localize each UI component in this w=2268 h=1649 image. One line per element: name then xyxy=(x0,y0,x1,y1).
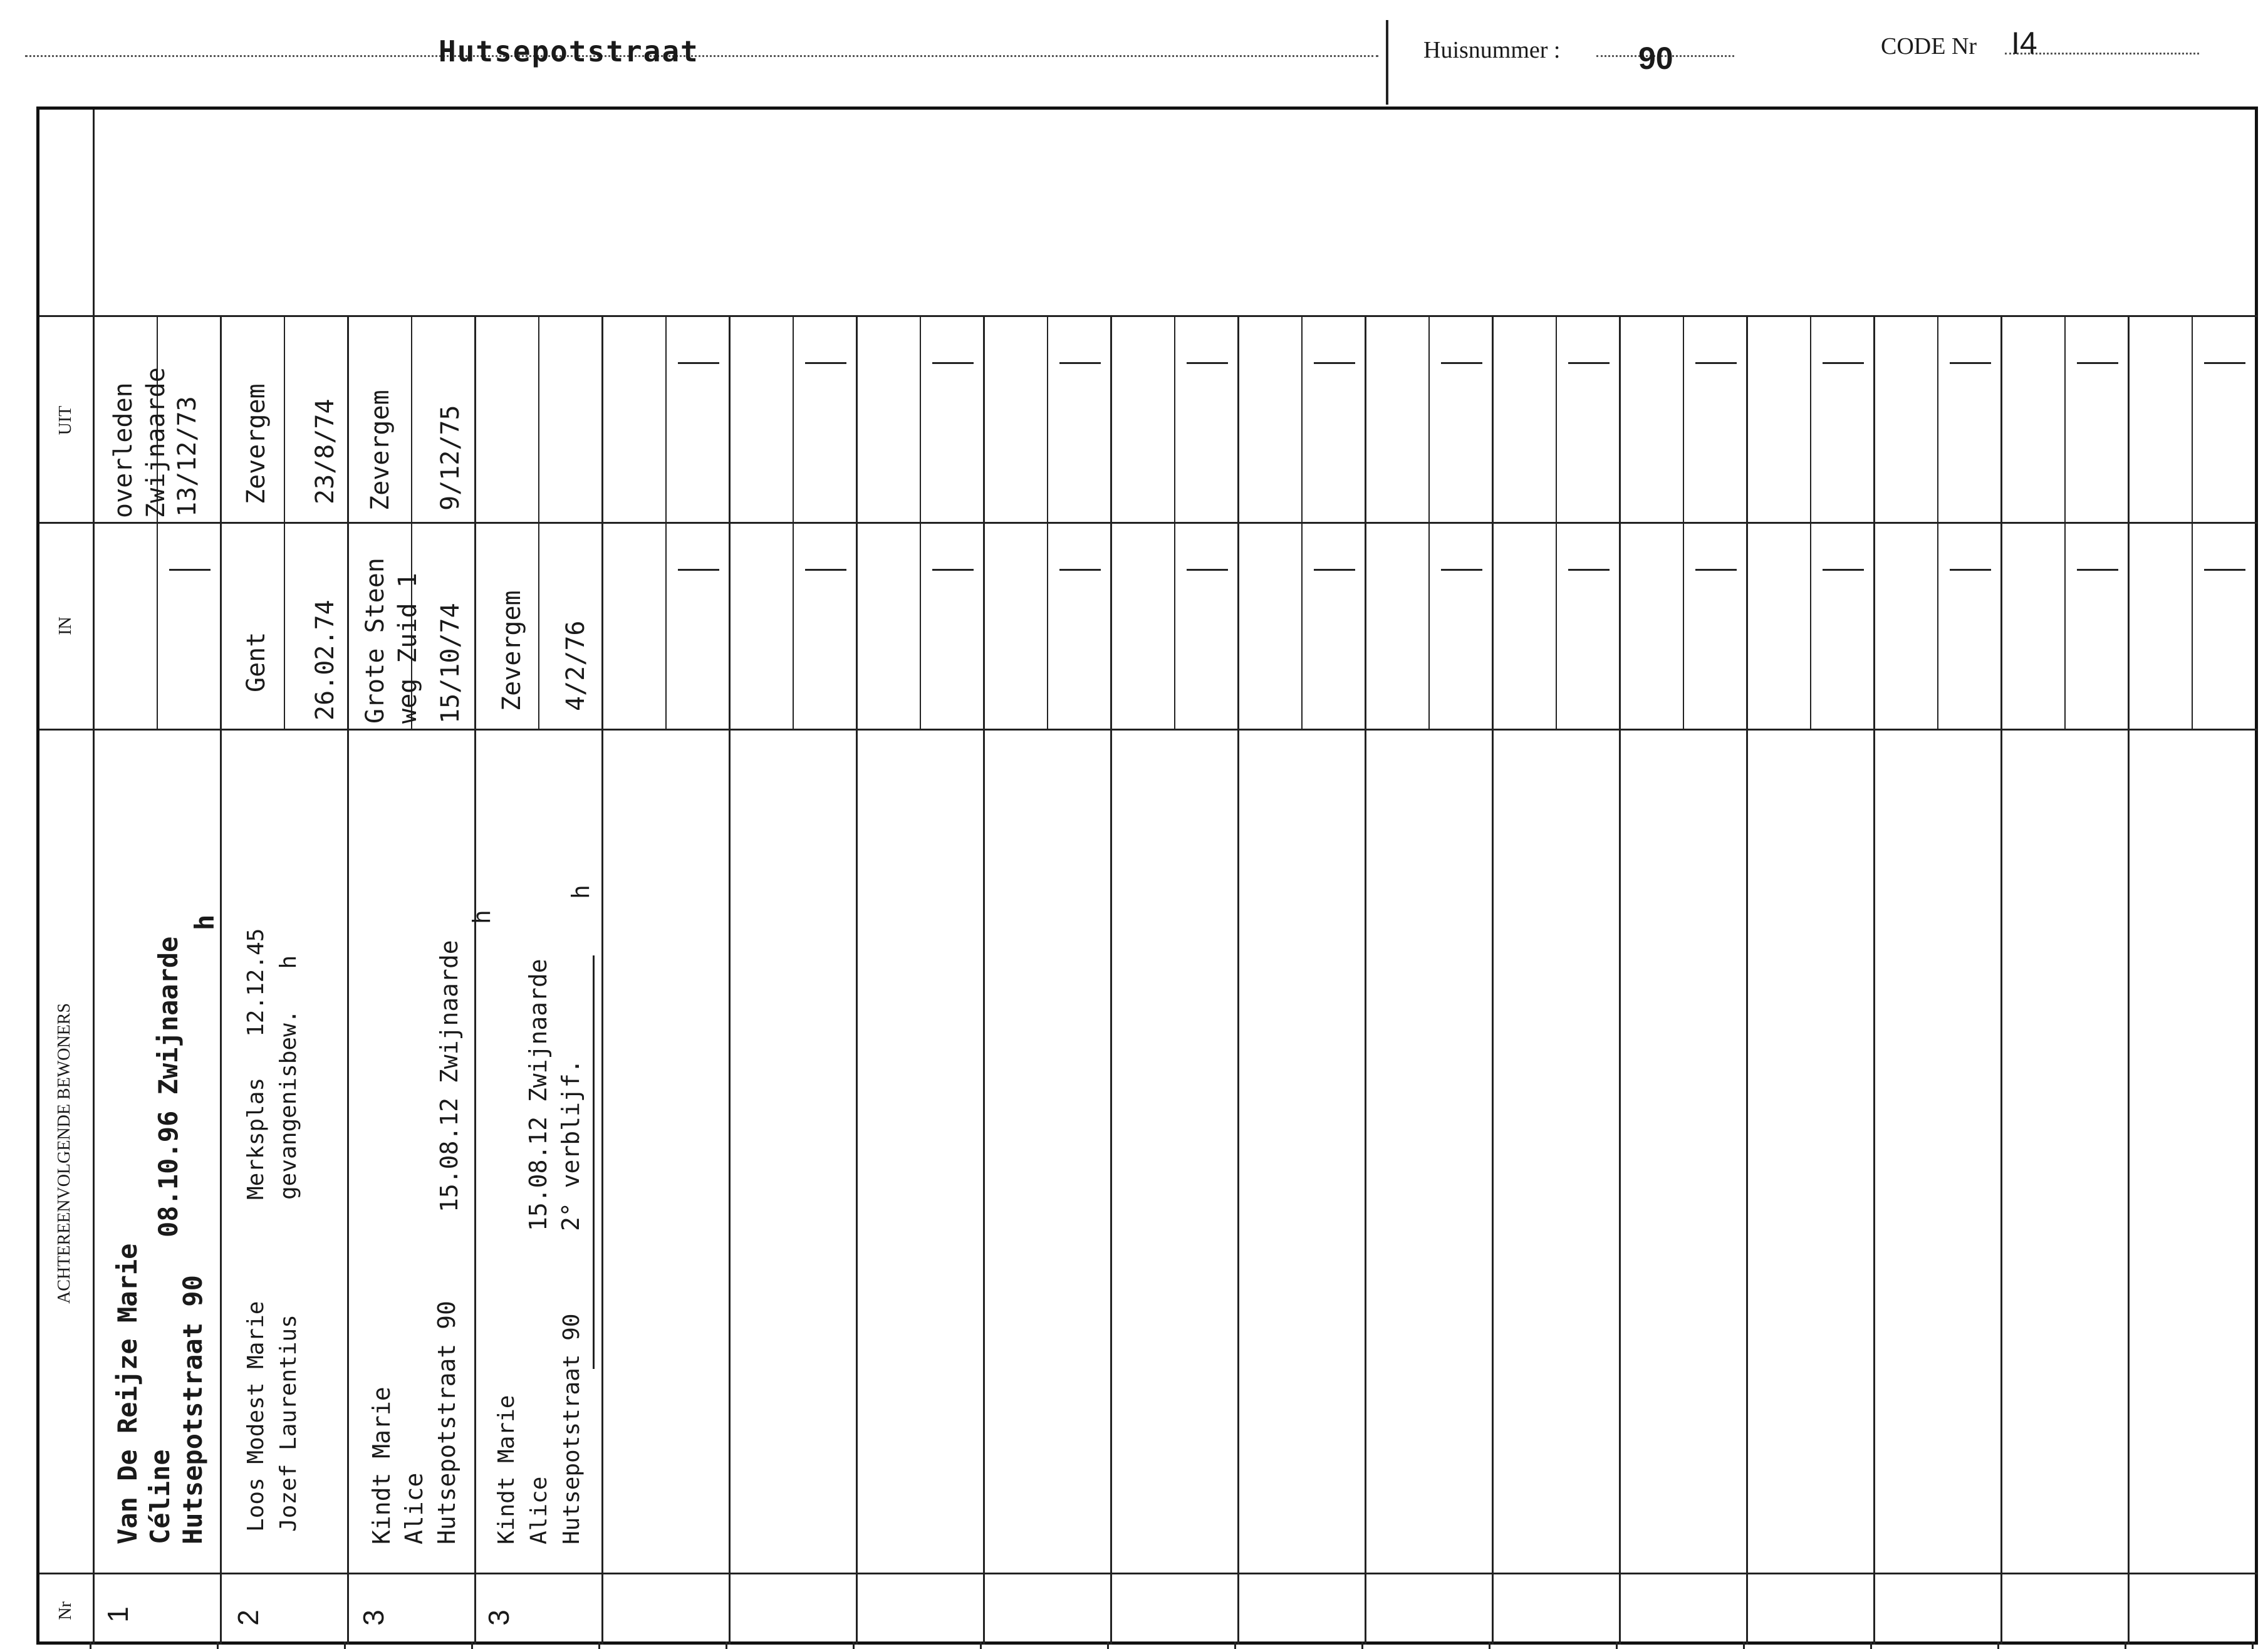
row3-mark: h xyxy=(468,910,496,924)
column-divider xyxy=(347,315,349,1645)
row4-nr: 3 xyxy=(482,1610,515,1626)
empty-dash xyxy=(1314,569,1355,571)
bottom-tick xyxy=(90,1641,91,1649)
sub-column-divider xyxy=(1810,522,1811,729)
huisnummer-value: 90 xyxy=(1638,41,1673,76)
sub-column-divider xyxy=(920,315,921,522)
sub-column-divider xyxy=(1301,315,1303,522)
row2-name: Loos Modest Marie Jozef Laurentius xyxy=(243,1301,301,1532)
empty-dash xyxy=(2077,569,2118,571)
bottom-tick xyxy=(1234,1641,1236,1649)
bottom-tick xyxy=(980,1641,982,1649)
row2-in-date: 26.02.74 xyxy=(311,600,340,720)
empty-dash xyxy=(678,569,719,571)
column-divider xyxy=(729,315,731,1645)
row3-uit-date: 9/12/75 xyxy=(436,405,465,511)
sub-column-divider xyxy=(1937,315,1938,522)
column-divider xyxy=(2128,315,2130,1645)
row4-mark: h xyxy=(567,885,595,899)
sub-column-divider xyxy=(1428,522,1430,729)
column-divider xyxy=(1237,315,1239,1645)
empty-dash xyxy=(805,362,846,364)
label-nr: Nr xyxy=(56,1601,75,1620)
sub-column-divider xyxy=(1810,315,1811,522)
empty-dash xyxy=(1187,362,1228,364)
sub-column-divider xyxy=(793,315,794,522)
bottom-tick xyxy=(471,1641,473,1649)
column-divider xyxy=(1873,315,1875,1645)
row1-uit-date: 13/12/73 xyxy=(173,396,202,517)
sub-column-divider xyxy=(411,315,412,522)
sub-column-divider xyxy=(1683,522,1684,729)
column-divider xyxy=(856,315,858,1645)
sub-column-divider xyxy=(793,522,794,729)
sub-column-divider xyxy=(157,522,158,729)
bottom-tick xyxy=(1616,1641,1618,1649)
empty-dash xyxy=(1695,362,1737,364)
empty-dash xyxy=(1059,362,1101,364)
empty-dash xyxy=(1568,362,1610,364)
form-header xyxy=(0,0,2268,107)
row1-mark: h xyxy=(189,914,220,930)
empty-dash xyxy=(1059,569,1101,571)
column-divider xyxy=(601,315,603,1645)
sub-column-divider xyxy=(2064,522,2066,729)
empty-dash xyxy=(932,569,974,571)
empty-dash xyxy=(2204,569,2245,571)
sub-column-divider xyxy=(284,522,285,729)
bottom-tick xyxy=(1361,1641,1363,1649)
label-uit: UIT xyxy=(56,405,75,435)
sub-column-divider xyxy=(284,315,285,522)
empty-dash xyxy=(169,569,211,571)
sub-column-divider xyxy=(665,315,667,522)
code-value: I4 xyxy=(2011,26,2037,61)
bottom-tick xyxy=(598,1641,600,1649)
row4-in-date: 4/2/76 xyxy=(561,620,590,711)
column-divider xyxy=(220,315,222,1645)
row4-in-place: Zevergem xyxy=(497,590,526,711)
label-column-divider xyxy=(93,110,95,1645)
empty-dash xyxy=(1441,362,1482,364)
empty-dash xyxy=(1950,569,1991,571)
empty-dash xyxy=(1568,569,1610,571)
row2-uit-place: Zevergem xyxy=(242,383,271,504)
column-divider xyxy=(1110,315,1112,1645)
column-divider xyxy=(1746,315,1748,1645)
sub-column-divider xyxy=(1301,522,1303,729)
row1-birth: 08.10.96 Zwijnaarde xyxy=(153,936,184,1237)
row3-name: Kindt Marie Alice Hutsepotstraat 90 xyxy=(368,1301,460,1544)
empty-dash xyxy=(932,362,974,364)
column-divider xyxy=(1365,315,1366,1645)
sub-column-divider xyxy=(920,522,921,729)
empty-dash xyxy=(1823,362,1864,364)
empty-dash xyxy=(1314,362,1355,364)
bottom-tick xyxy=(1870,1641,1872,1649)
row2-birth: Merksplas 12.12.45 gevangenisbew. h xyxy=(243,928,301,1200)
sub-column-divider xyxy=(1683,315,1684,522)
row2-uit-date: 23/8/74 xyxy=(311,398,340,504)
section-line-uit-top xyxy=(39,315,2257,317)
sub-column-divider xyxy=(538,522,539,729)
sub-column-divider xyxy=(1556,522,1557,729)
row4-underline xyxy=(593,955,595,1369)
empty-dash xyxy=(2077,362,2118,364)
row3-birth: 15.08.12 Zwijnaarde xyxy=(435,940,463,1212)
sub-column-divider xyxy=(1428,315,1430,522)
row3-uit-place: Zevergem xyxy=(366,390,395,511)
street-name: Hutsepotstraat xyxy=(439,34,699,68)
empty-dash xyxy=(1187,569,1228,571)
column-divider xyxy=(474,315,476,1645)
column-divider xyxy=(2000,315,2002,1645)
sub-column-divider xyxy=(2192,522,2193,729)
empty-dash xyxy=(1441,569,1482,571)
column-divider xyxy=(1619,315,1621,1645)
bottom-tick xyxy=(2252,1641,2254,1649)
row4-birth: 15.08.12 Zwijnaarde 2° verblijf. xyxy=(524,959,585,1231)
sub-column-divider xyxy=(1174,522,1175,729)
section-line-bewoners-top xyxy=(39,729,2257,731)
register-form xyxy=(36,107,2258,1645)
sub-column-divider xyxy=(538,315,539,522)
bottom-tick xyxy=(1743,1641,1745,1649)
row2-in-place: Gent xyxy=(242,632,271,692)
column-divider xyxy=(1492,315,1494,1645)
bottom-tick xyxy=(1489,1641,1490,1649)
row3-in-date: 15/10/74 xyxy=(436,603,465,724)
row1-uit-place: overleden Zwijnaarde xyxy=(109,367,170,518)
row1-nr: 1 xyxy=(101,1606,134,1623)
section-line-in-top xyxy=(39,522,2257,524)
empty-dash xyxy=(678,362,719,364)
row4-name: Kindt Marie Alice Hutsepotstraat 90 xyxy=(494,1313,585,1544)
sub-column-divider xyxy=(2064,315,2066,522)
street-dotted-line xyxy=(25,55,1378,57)
bottom-tick xyxy=(2125,1641,2126,1649)
bottom-tick xyxy=(344,1641,346,1649)
empty-dash xyxy=(2204,362,2245,364)
huisnummer-label: Huisnummer : xyxy=(1423,37,1561,63)
section-line-nr-top xyxy=(39,1573,2257,1574)
empty-dash xyxy=(1950,362,1991,364)
sub-column-divider xyxy=(1174,315,1175,522)
sub-column-divider xyxy=(665,522,667,729)
sub-column-divider xyxy=(1556,315,1557,522)
bottom-tick xyxy=(217,1641,219,1649)
row3-in-place: Grote Steen weg Zuid 1 xyxy=(361,558,422,724)
row2-nr: 2 xyxy=(231,1610,264,1626)
header-separator xyxy=(1386,20,1388,105)
row1-name: Van De Reijze Marie Céline Hutsepotstraat 90 xyxy=(112,1243,208,1544)
label-bewoners: ACHTEREENVOLGENDE BEWONERS xyxy=(55,1003,74,1304)
bottom-tick xyxy=(1997,1641,1999,1649)
label-in: IN xyxy=(56,616,75,635)
bottom-tick xyxy=(853,1641,855,1649)
code-label: CODE Nr xyxy=(1881,33,1977,60)
bottom-tick xyxy=(726,1641,727,1649)
row3-nr: 3 xyxy=(356,1610,390,1626)
sub-column-divider xyxy=(1047,315,1048,522)
bottom-tick xyxy=(1107,1641,1109,1649)
column-divider xyxy=(983,315,985,1645)
empty-dash xyxy=(1695,569,1737,571)
empty-dash xyxy=(1823,569,1864,571)
sub-column-divider xyxy=(1047,522,1048,729)
empty-dash xyxy=(805,569,846,571)
sub-column-divider xyxy=(2192,315,2193,522)
sub-column-divider xyxy=(1937,522,1938,729)
